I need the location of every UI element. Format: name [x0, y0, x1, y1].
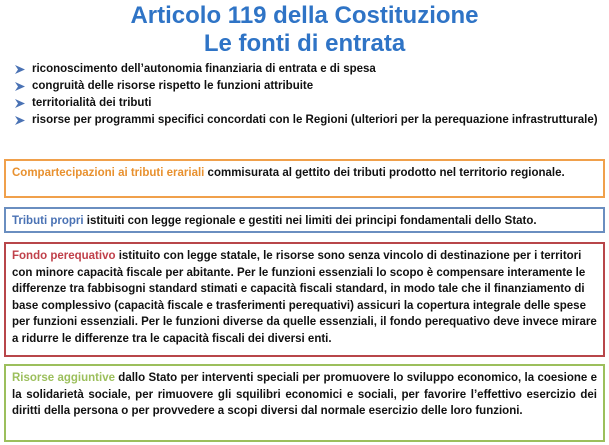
list-item	[12, 96, 602, 111]
arrow-bullet-icon	[14, 98, 26, 109]
box-lead: Fondo perequativo	[12, 250, 116, 262]
arrow-bullet-icon	[14, 81, 26, 92]
box-lead: Risorse aggiuntive	[12, 372, 115, 384]
box-fondo-perequativo	[4, 242, 605, 357]
box-lead: Compartecipazioni ai tributi erariali	[12, 167, 205, 179]
bullet-text: territorialità dei tributi	[32, 97, 152, 109]
list-item	[12, 113, 602, 128]
box-compartecipazioni	[4, 159, 605, 198]
box-text: dallo Stato per interventi speciali per promuovere lo sviluppo economico, la coesione e la solidarietà sociale, per rimuovere gli squilibri economici e sociali, per favorire l’effettivo esercizio dei diritti della persona o per provvedere a scopi diversi dal normale esercizio delle loro funzioni.	[12, 372, 597, 417]
box-text: istituito con legge statale, le risorse sono senza vincolo di destinazione per i territori con minore capacità fiscale per abitante. Per le funzioni essenziali lo scopo è compensare interamente le differenze tra fabbisogni standard stimati e capacità fiscali standard, in modo tale che il finanziamento di base complessivo (capacità fiscale e trasferimenti perequativi) assicuri la copertura integrale delle spese per funzioni essenziali. Per le funzioni diverse da quelle essenziali, il fondo perequativo deve invece mirare a ridurre le differenze tra le capacità fiscali dei diversi enti.	[12, 250, 597, 345]
list-item	[12, 79, 602, 94]
bullet-list	[12, 62, 602, 130]
box-tributi-propri	[4, 207, 605, 233]
bullet-text: congruità delle risorse rispetto le funzioni attribuite	[32, 80, 314, 92]
box-risorse-aggiuntive	[4, 364, 605, 442]
arrow-bullet-icon	[14, 115, 26, 126]
arrow-bullet-icon	[14, 64, 26, 75]
bullet-text: riconoscimento dell’autonomia finanziaria di entrata e di spesa	[32, 63, 376, 75]
page-title: Articolo 119 della Costituzione	[130, 2, 479, 29]
bullet-text: risorse per programmi specifici concordati con le Regioni (ulteriori per la perequazione infrastrutturale)	[32, 114, 598, 126]
list-item	[12, 62, 602, 77]
page-subtitle: Le fonti di entrata	[203, 30, 406, 57]
box-text: istituiti con legge regionale e gestiti nei limiti dei principi fondamentali dello Stato.	[83, 215, 537, 227]
box-text: commisurata al gettito dei tributi prodotto nel territorio regionale.	[204, 167, 565, 179]
box-lead: Tributi propri	[12, 215, 84, 227]
